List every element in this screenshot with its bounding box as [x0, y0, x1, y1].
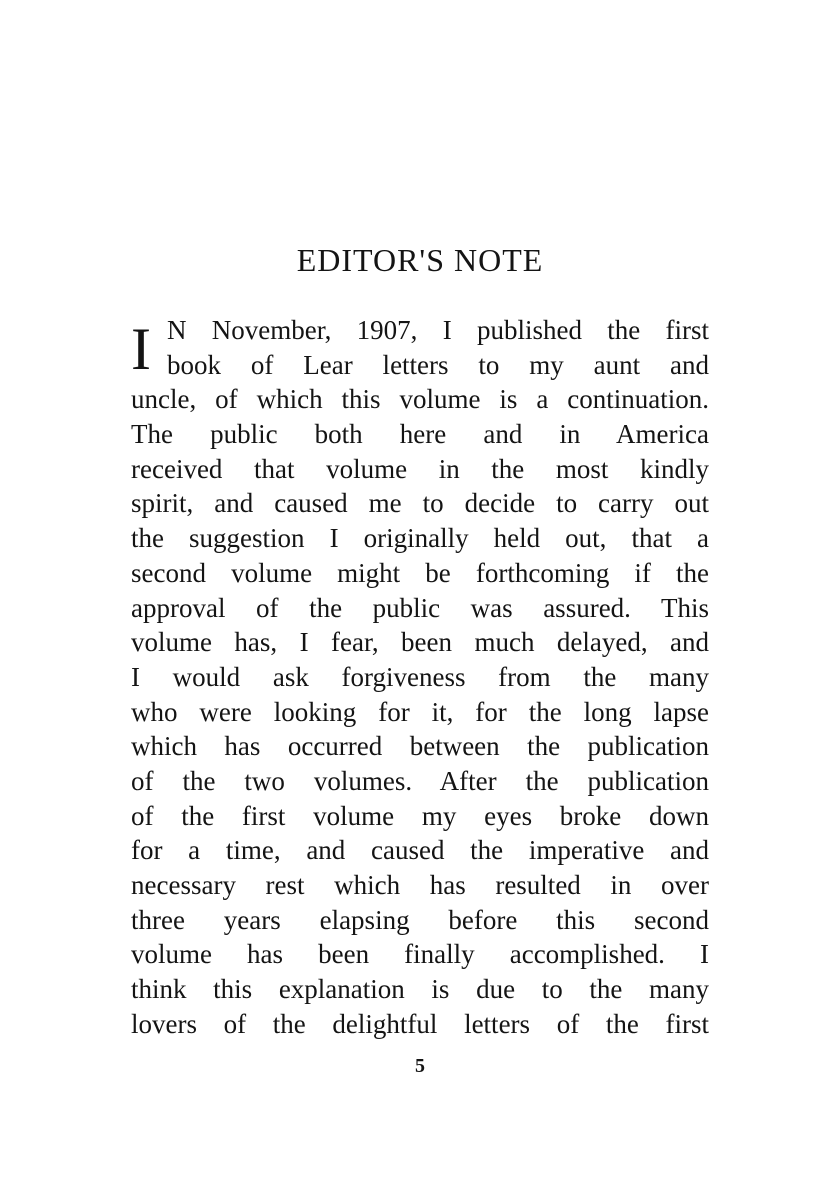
text-line: which has occurred between the publication — [131, 731, 709, 762]
text-line: think this explanation is due to the many — [131, 974, 709, 1005]
text-line: for a time, and caused the imperative and — [131, 835, 709, 866]
text-line: approval of the public was assured. This — [131, 592, 709, 623]
text-line: received that volume in the most kindly — [131, 453, 709, 484]
text-line: spirit, and caused me to decide to carry out — [131, 488, 709, 519]
page-title: EDITOR'S NOTE — [296, 242, 544, 278]
text-line: book of Lear letters to my aunt and — [167, 349, 709, 380]
paragraph-2 — [131, 417, 709, 1041]
text-line: three years elapsing before this second — [131, 904, 709, 935]
text-line: lovers of the delightful letters of the first — [131, 1008, 709, 1039]
text-line: of the first volume my eyes broke down — [131, 800, 709, 831]
text-line: uncle, of which this volume is a continuation. — [131, 384, 709, 415]
text-line: I would ask forgiveness from the many — [131, 661, 709, 692]
text-line: the suggestion I originally held out, that a — [131, 523, 709, 554]
text-line: N November, 1907, I published the first — [167, 315, 709, 345]
text-line: volume has been finally accomplished. I — [131, 939, 709, 970]
text-line: necessary rest which has resulted in over — [131, 870, 709, 900]
drop-cap: I — [131, 316, 151, 382]
paragraph-1 — [131, 313, 709, 417]
text-line: volume has, I fear, been much delayed, and — [131, 627, 709, 658]
page-number: 5 — [415, 1055, 425, 1077]
body-text — [131, 313, 709, 1041]
text-line: who were looking for it, for the long lapse — [131, 696, 709, 727]
text-line: of the two volumes. After the publication — [131, 765, 709, 796]
text-line: second volume might be forthcoming if the — [131, 557, 709, 588]
text-line: The public both here and in America — [131, 419, 709, 450]
